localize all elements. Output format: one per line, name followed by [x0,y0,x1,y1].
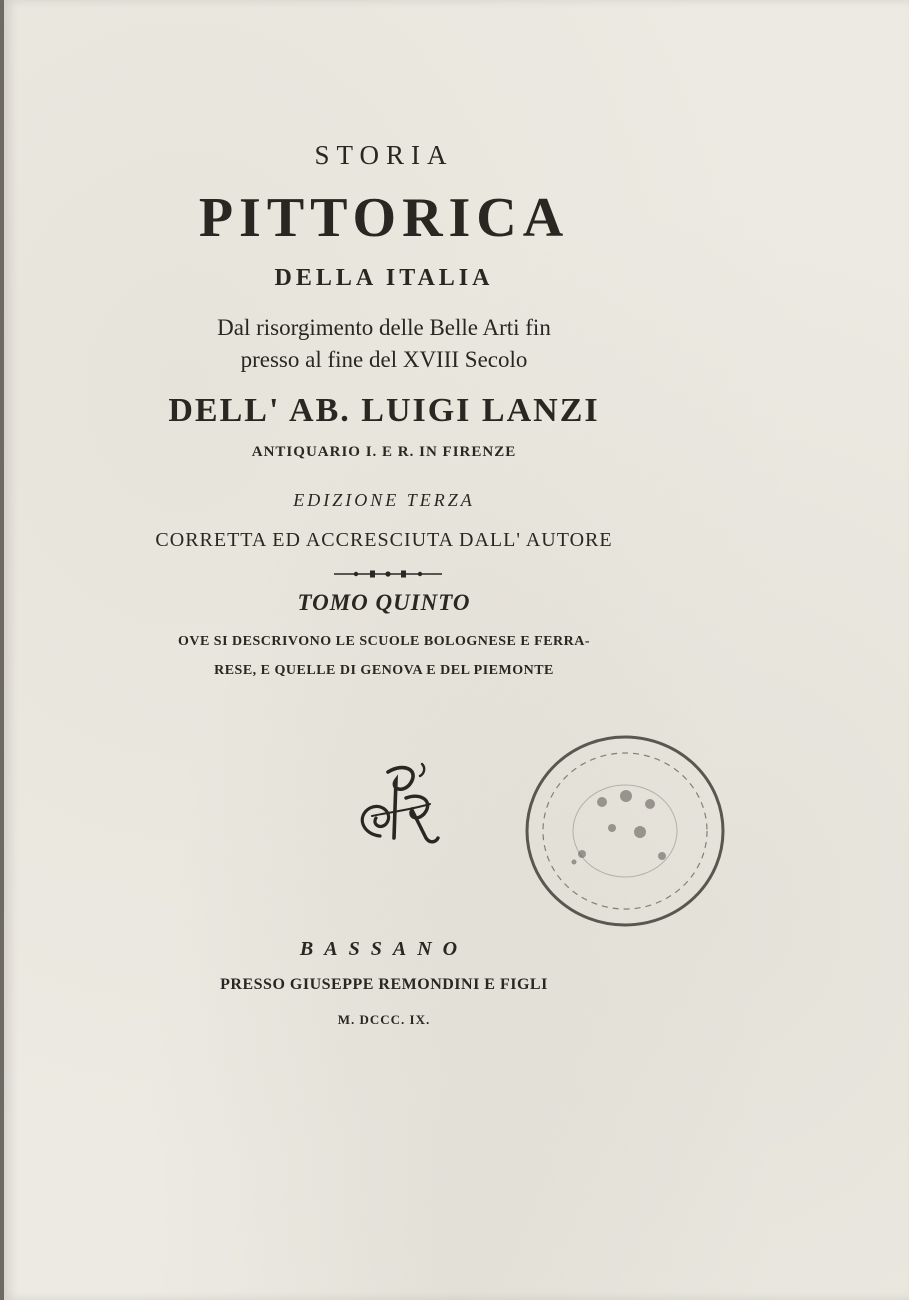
library-stamp-icon [522,732,728,930]
title-della-italia: DELLA ITALIA [274,265,494,291]
edition-label: EDIZIONE TERZA [293,490,475,510]
imprint-date: M. DCCC. IX. [337,1012,431,1027]
imprint-printer: PRESSO GIUSEPPE REMONDINI E FIGLI [220,976,548,993]
imprint-place: BASSANO [299,938,469,960]
author-name: DELL' AB. LUIGI LANZI [168,392,600,429]
contents-line-2: RESE, E QUELLE DI GENOVA E DEL PIEMONTE [214,663,554,678]
subtitle-line-2: presso al fine del XVIII Secolo [240,347,528,372]
title-page [4,0,909,1300]
monogram-icon [350,758,442,850]
ornament-rule-icon [332,568,444,580]
title-pittorica: PITTORICA [198,187,570,249]
edition-note: CORRETTA ED ACCRESCIUTA DALL' AUTORE [155,529,613,551]
contents-line-1: OVE SI DESCRIVONO LE SCUOLE BOLOGNESE E FERRA- [177,634,591,649]
title-storia: STORIA [314,140,454,170]
volume-label: TOMO QUINTO [297,590,471,615]
author-title: ANTIQUARIO I. E R. IN FIRENZE [251,444,517,460]
subtitle-line-1: Dal risorgimento delle Belle Arti fin [217,315,551,340]
